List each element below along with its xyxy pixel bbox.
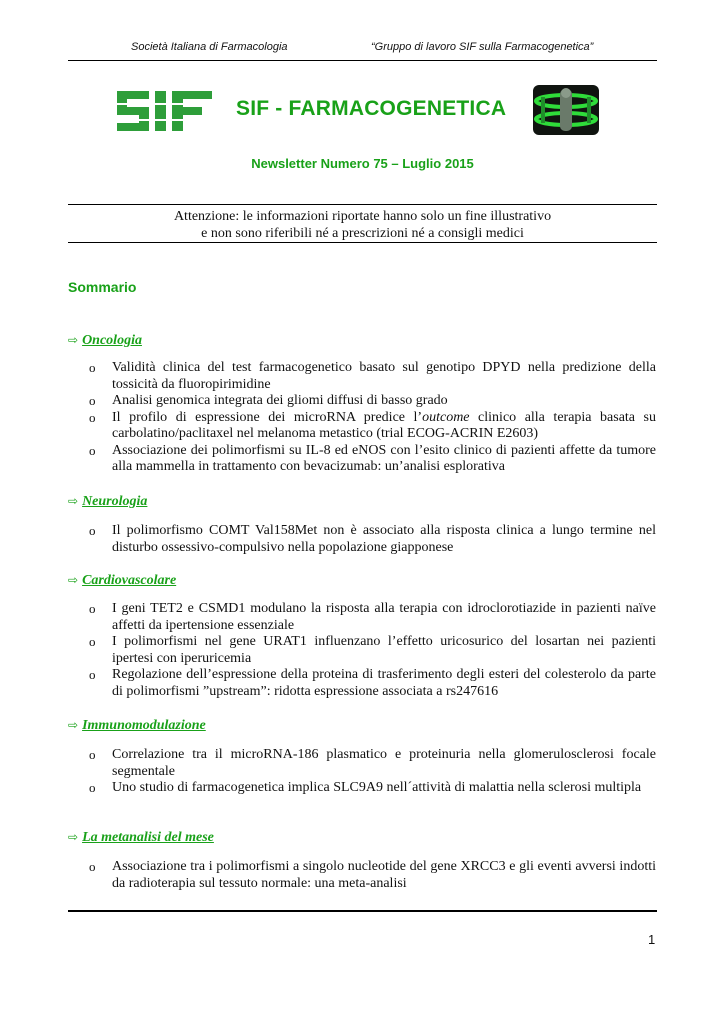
list-item-text-emphasis: outcome bbox=[422, 409, 470, 425]
bullet-circle-icon: o bbox=[89, 442, 96, 458]
section-cardiovascolare-heading bbox=[68, 573, 176, 589]
bullet-circle-icon: o bbox=[89, 601, 96, 616]
list-item bbox=[89, 523, 656, 556]
section-title: Oncologia bbox=[82, 333, 142, 348]
sif-logo bbox=[113, 89, 215, 140]
list-item bbox=[89, 393, 656, 410]
bullet-circle-icon: o bbox=[89, 393, 96, 408]
section-oncologia-list bbox=[89, 360, 656, 476]
section-title: La metanalisi del mese bbox=[82, 830, 214, 845]
dna-badge-image bbox=[533, 85, 599, 140]
list-item bbox=[89, 410, 656, 443]
section-title: Cardiovascolare bbox=[82, 573, 177, 588]
disclaimer-notice bbox=[68, 208, 657, 242]
list-item bbox=[89, 634, 656, 667]
list-item-text: Associazione tra i polimorfismi a singolo nucleotide del gene XRCC3 e gli eventi avversi indotti da radioterapia sul tessuto normale: una meta-analisi bbox=[112, 859, 656, 891]
disclaimer-line-1: Attenzione: le informazioni riportate hanno solo un fine illustrativo bbox=[173, 209, 552, 224]
bullet-circle-icon: o bbox=[89, 634, 96, 649]
section-oncologia-heading bbox=[68, 333, 142, 349]
list-item bbox=[89, 747, 656, 780]
list-item-text-pre: Il profilo di espressione dei microRNA predice l’ bbox=[112, 409, 423, 425]
list-item-text: Associazione dei polimorfismi su IL-8 ed eNOS con l’esito clinico di pazienti affette da tumore alla mammella in trattamento con bevacizumab: un’analisi esplorativa bbox=[112, 442, 656, 474]
section-neurologia-heading bbox=[68, 494, 147, 510]
newsletter-number: Newsletter Numero 75 – Luglio 2015 bbox=[251, 156, 474, 171]
arrow-right-icon: ⇨ bbox=[68, 333, 79, 347]
list-item-text: I polimorfismi nel gene URAT1 influenzano l’effetto uricosurico del losartan nei pazienti ipertesi con iperuricemia bbox=[112, 634, 656, 666]
section-neurologia-list bbox=[89, 523, 656, 556]
bullet-circle-icon: o bbox=[89, 667, 96, 682]
list-item bbox=[89, 601, 656, 634]
arrow-right-icon: ⇨ bbox=[68, 718, 79, 732]
list-item-text: Validità clinica del test farmacogenetico basato sul genotipo DPYD nella predizione della tossicità da fluoropirimidine bbox=[112, 360, 656, 392]
disclaimer-line-2: e non sono riferibili né a prescrizioni né a consigli medici bbox=[201, 226, 524, 241]
list-item bbox=[89, 443, 656, 476]
list-item-text: Regolazione dell’espressione della proteina di trasferimento degli esteri del colesterolo da parte di polimorfismi ”upstream”: ridotta espressione associata a rs247616 bbox=[112, 667, 656, 699]
section-title: Neurologia bbox=[82, 494, 148, 509]
footer-rule bbox=[68, 910, 657, 912]
section-title: Immunomodulazione bbox=[82, 718, 206, 733]
section-metanalisi-list bbox=[89, 859, 656, 892]
list-item-text: Analisi genomica integrata dei gliomi diffusi di basso grado bbox=[112, 393, 448, 408]
bullet-circle-icon: o bbox=[89, 747, 96, 762]
list-item-text: I geni TET2 e CSMD1 modulano la risposta alla terapia con idroclorotiazide in pazienti naïve affetti da ipertensione essenziale bbox=[112, 601, 656, 633]
bullet-circle-icon: o bbox=[89, 780, 96, 795]
list-item-text: Il polimorfismo COMT Val158Met non è associato alla risposta clinica a lungo termine nel disturbo ossessivo-compulsivo nella popolazione giapponese bbox=[112, 523, 656, 555]
list-item-text-post: clinico alla terapia basata su carbolatino/paclitaxel nel melanoma metastico (trial ECOG-ACRIN E2603) bbox=[112, 409, 656, 441]
notice-top-rule bbox=[68, 204, 657, 205]
header-rule bbox=[68, 60, 657, 61]
header-right-text: “Gruppo di lavoro SIF sulla Farmacogenetica” bbox=[371, 41, 594, 53]
section-cardiovascolare-list bbox=[89, 601, 656, 700]
page-number: 1 bbox=[648, 932, 656, 947]
notice-bottom-rule bbox=[68, 242, 657, 243]
section-immunomodulazione-heading bbox=[68, 718, 206, 734]
section-metanalisi-heading bbox=[68, 830, 214, 846]
list-item bbox=[89, 360, 656, 393]
header-left-text: Società Italiana di Farmacologia bbox=[131, 41, 288, 53]
section-immunomodulazione-list bbox=[89, 747, 656, 797]
list-item bbox=[89, 859, 656, 892]
arrow-right-icon: ⇨ bbox=[68, 573, 79, 587]
arrow-right-icon: ⇨ bbox=[68, 830, 79, 844]
bullet-circle-icon: o bbox=[89, 409, 96, 425]
list-item-text: Correlazione tra il microRNA-186 plasmatico e proteinuria nella glomerulosclerosi focale segmentale bbox=[112, 747, 656, 779]
list-item bbox=[89, 667, 656, 700]
list-item bbox=[89, 780, 656, 797]
summary-heading: Sommario bbox=[68, 279, 137, 295]
page-title: SIF - FARMACOGENETICA bbox=[236, 97, 507, 120]
bullet-circle-icon: o bbox=[89, 523, 96, 538]
list-item-text: Uno studio di farmacogenetica implica SLC9A9 nell´attività di malattia nella sclerosi multipla bbox=[112, 780, 642, 795]
arrow-right-icon: ⇨ bbox=[68, 494, 79, 508]
bullet-circle-icon: o bbox=[89, 859, 96, 874]
bullet-circle-icon: o bbox=[89, 360, 96, 375]
